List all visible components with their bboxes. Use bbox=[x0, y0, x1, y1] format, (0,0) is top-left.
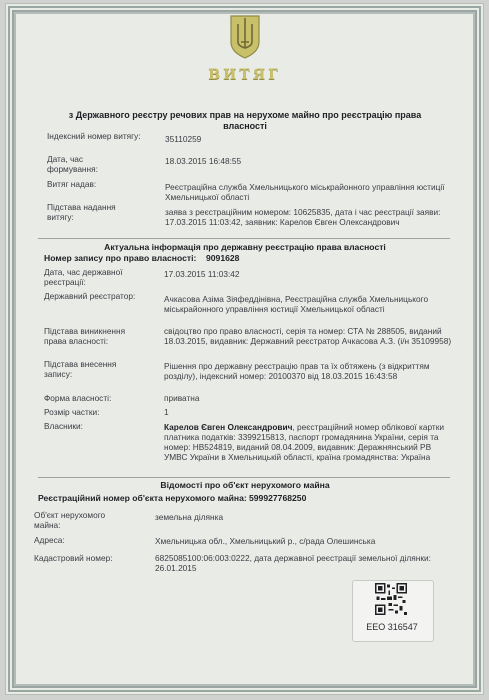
property-reg-number-value: 599927768250 bbox=[249, 493, 307, 503]
divider bbox=[38, 477, 450, 478]
entry-basis-value: Рішення про державну реєстрацію прав та їх обтяжень (з відкриттям розділу), індексний номер: 20100370 від 18.03.2015 16:43:58 bbox=[164, 361, 430, 381]
cadastral-number-label: Кадастровий номер: bbox=[34, 553, 113, 563]
registration-date-label: Дата, час державної реєстрації: bbox=[44, 267, 123, 287]
extract-basis-label: Підстава надання витягу: bbox=[47, 202, 116, 222]
extract-date-label: Дата, час формування: bbox=[47, 154, 98, 174]
ownership-form-label: Форма власності: bbox=[44, 393, 112, 403]
document-title: ВИТЯГ bbox=[208, 67, 281, 83]
entry-basis-label: Підстава внесення запису: bbox=[44, 359, 117, 379]
share-size-label: Розмір частки: bbox=[44, 407, 100, 417]
record-number-value: 9091628 bbox=[206, 253, 240, 263]
property-reg-number-label: Реєстраційний номер об'єкта нерухомого майна: bbox=[38, 493, 247, 503]
serial-number: ЕЕО 316547 bbox=[366, 622, 418, 632]
share-size-value: 1 bbox=[164, 407, 169, 417]
registrar-value: Ачкасова Азіма Зіяфеддінівна, Реєстраційна служба Хмельницького міськрайонного управління юстиції Хмельницької області bbox=[164, 294, 429, 314]
owners-label: Власники: bbox=[44, 421, 83, 431]
extract-basis-value: заява з реєстраційним номером: 10625835, дата і час реєстрації заяви: 17.03.2015 11:03:42, заявник: Карелов Євген Олександрович bbox=[165, 207, 441, 227]
extract-date-value: 18.03.2015 16:48:55 bbox=[165, 156, 242, 166]
extract-number-label: Індексний номер витягу: bbox=[47, 131, 141, 141]
property-object-label: Об'єкт нерухомого майна: bbox=[34, 510, 106, 530]
property-section-title: Відомості про об'єкт нерухомого майна bbox=[160, 480, 330, 490]
registrar-label: Державний реєстратор: bbox=[44, 291, 136, 301]
registration-date-value: 17.03.2015 11:03:42 bbox=[164, 269, 240, 279]
registration-section-title: Актуальна інформація про державну реєстрацію права власності bbox=[104, 242, 386, 252]
trident-emblem-icon bbox=[228, 12, 262, 60]
ownership-origin-label: Підстава виникнення права власності: bbox=[44, 326, 126, 346]
owner-details: , реєстраційний номер облікової картки платника податків: 3399215813, паспорт громадянина України, серія та номер: НВ524819, виданий 08.04.2009, видавник: Деражнянський РВ УМВС України в Хмельницькій області, країна громадянства: Україна bbox=[164, 422, 444, 462]
extract-issuer-value: Реєстраційна служба Хмельницького міськрайонного управління юстиції Хмельницької області bbox=[165, 182, 445, 202]
ownership-origin-value: свідоцтво про право власності, серія та номер: СТА № 288505, виданий 18.03.2015, видавник: Державний реєстратор Ачкасова А.З. (і/н 35109958) bbox=[164, 326, 452, 346]
property-object-value: земельна ділянка bbox=[155, 512, 224, 522]
divider bbox=[38, 238, 450, 239]
extract-issuer-label: Витяг надав: bbox=[47, 179, 97, 189]
address-value: Хмельницька обл., Хмельницький р., с/рада Олешинська bbox=[155, 536, 376, 546]
cadastral-number-value: 6825085100:06:003:0222, дата державної реєстрації земельної ділянки: 26.01.2015 bbox=[155, 553, 431, 573]
owners-value bbox=[164, 422, 454, 462]
ownership-form-value: приватна bbox=[164, 393, 200, 403]
extract-number-value: 35110259 bbox=[165, 134, 202, 144]
owner-name: Карелов Євген Олександрович bbox=[164, 422, 293, 432]
document-heading: з Державного реєстру речових прав на нерухоме майно про реєстрацію права власності bbox=[68, 110, 422, 131]
record-number-label: Номер запису про право власності: bbox=[44, 253, 197, 263]
qr-code-icon bbox=[375, 583, 407, 615]
address-label: Адреса: bbox=[34, 535, 65, 545]
